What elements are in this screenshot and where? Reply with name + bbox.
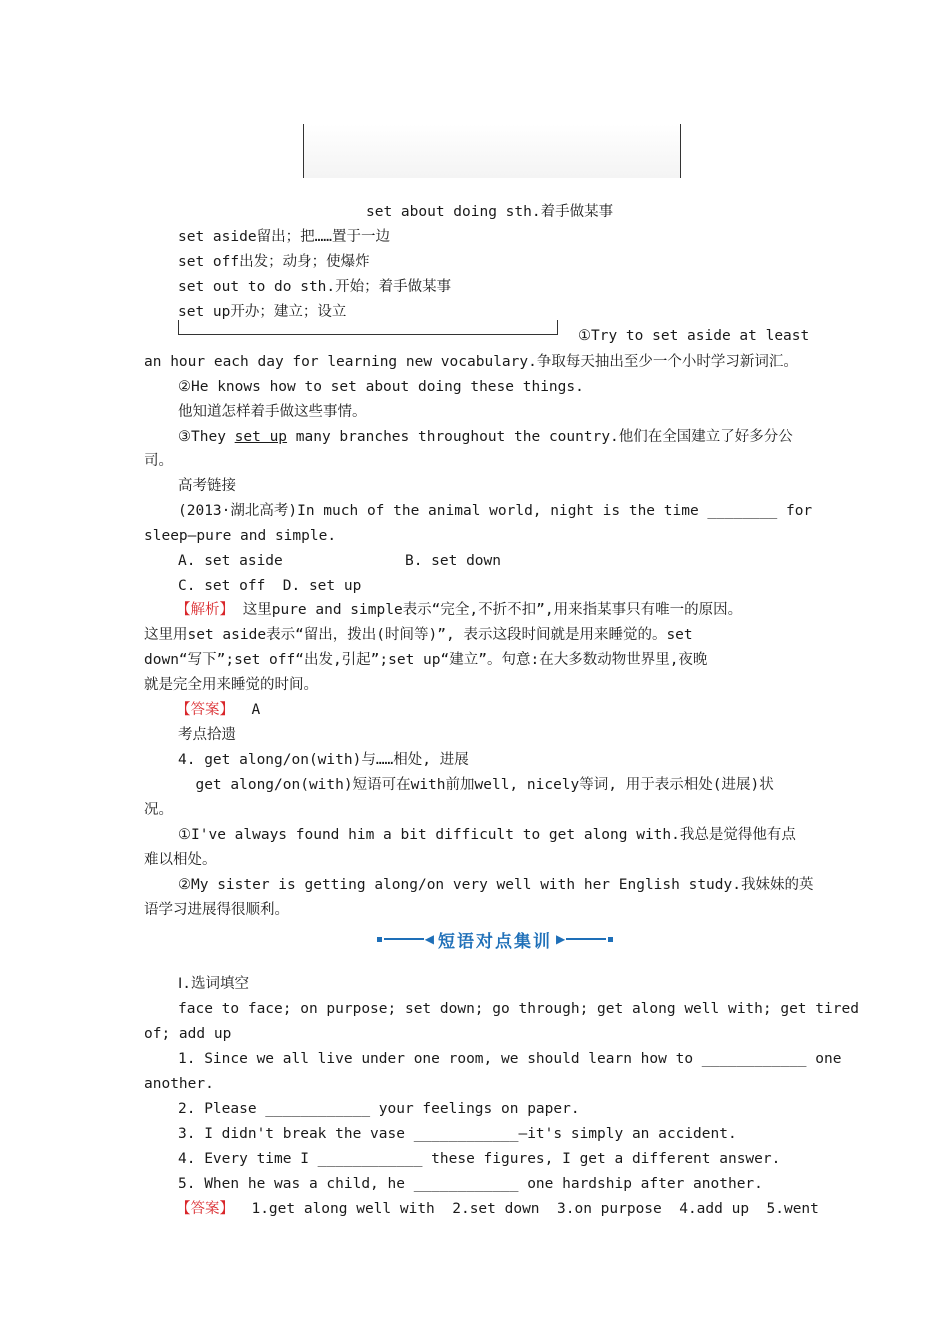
banner-line-right [566,938,606,940]
gaokao-options-ab: A. set aside B. set down [178,553,502,569]
exercise-heading: Ⅰ.选词填空 [178,976,250,992]
banner-line-left [384,938,424,940]
phrase-item: set off出发；动身；使爆炸 [178,254,370,270]
banner-left-arrow-icon: ◀ [424,932,434,946]
gaokao-answer [176,700,260,720]
exercise-question-4: 4. Every time I ____________ these figures, I get a different answer. [178,1151,781,1167]
gaokao-jiexi [176,600,742,620]
banner-right-arrow-icon: ▶ [556,932,566,946]
phrase-box-frame [303,124,681,178]
point-desc: get along/on(with)短语可在with前加well, nicely等词, 用于表示相处(进展)状 [178,777,774,793]
phrase-item: set out to do sth.开始；着手做某事 [178,279,452,295]
phrase-item: set up开办；建立；设立 [178,304,347,320]
gaokao-question-cont: sleep—pure and simple. [144,528,337,544]
point-heading: 考点拾遗 [178,727,236,743]
exercise-question-2: 2. Please ____________ your feelings on paper. [178,1101,580,1117]
jiexi-text: 这里pure and simple表示“完全,不折不扣”,用来指某事只有唯一的原因。 [234,602,743,618]
example-3 [178,427,793,447]
example-2-zh: 他知道怎样着手做这些事情。 [178,404,367,420]
gaokao-options-cd: C. set off D. set up [178,578,362,594]
exercise-question-5: 5. When he was a child, he ____________ one hardship after another. [178,1176,763,1192]
exercise-answer-text: 1.get along well with 2.set down 3.on purpose 4.add up 5.went [234,1201,819,1217]
exercise-question-1-cont: another. [144,1076,214,1092]
jiexi-label: 【解析】 [176,602,234,618]
point-title: 4. get along/on(with)与……相处, 进展 [178,752,469,768]
exercise-question-3: 3. I didn't break the vase ____________—it's simply an accident. [178,1126,737,1142]
point-example-1-cont: 难以相处。 [144,852,217,868]
banner-title: 短语对点集训 [438,931,552,952]
gaokao-jiexi-line: down“写下”;set off“出发,引起”;set up“建立”。句意:在大多数动物世界里,夜晚 [144,652,708,668]
example-3-pre: ③They [178,429,235,445]
exercise-answer [176,1199,819,1219]
example-1-start: ①Try to set aside at least [578,328,810,344]
exercise-question-1: 1. Since we all live under one room, we should learn how to ____________ one [178,1051,842,1067]
section-banner [345,926,645,952]
gaokao-heading: 高考链接 [178,478,236,494]
exercise-word-bank-cont: of; add up [144,1026,232,1042]
example-1-cont: an hour each day for learning new vocabulary.争取每天抽出至少一个小时学习新词汇。 [144,354,798,370]
point-example-2: ②My sister is getting along/on very well with her English study.我妹妹的英 [178,877,814,893]
exercise-answer-label: 【答案】 [176,1201,234,1217]
gaokao-question: (2013·湖北高考)In much of the animal world, night is the time ________ for [178,503,813,519]
answer-text: A [234,702,261,718]
example-3-post: many branches throughout the country.他们在全国建立了好多分公 [287,429,793,445]
example-3-underlined: set up [234,429,288,445]
gaokao-jiexi-line: 就是完全用来睡觉的时间。 [144,677,318,693]
example-2-en: ②He knows how to set about doing these things. [178,379,584,395]
point-example-2-cont: 语学习进展得很顺利。 [144,902,289,918]
answer-label: 【答案】 [176,702,234,718]
gaokao-jiexi-line: 这里用set aside表示“留出，拨出(时间等)”, 表示这段时间就是用来睡觉的。set [144,627,693,643]
phrase-box-brace [178,320,558,335]
phrase-item: set aside留出；把……置于一边 [178,229,391,245]
banner-dot-left [377,937,382,942]
example-3-cont: 司。 [144,453,173,469]
exercise-word-bank: face to face; on purpose; set down; go through; get along well with; get tired [178,1001,859,1017]
banner-dot-right [608,937,613,942]
point-example-1: ①I've always found him a bit difficult to get along with.我总是觉得他有点 [178,827,796,843]
phrase-item: set about doing sth.着手做某事 [366,204,614,220]
point-desc-cont: 况。 [144,802,173,818]
